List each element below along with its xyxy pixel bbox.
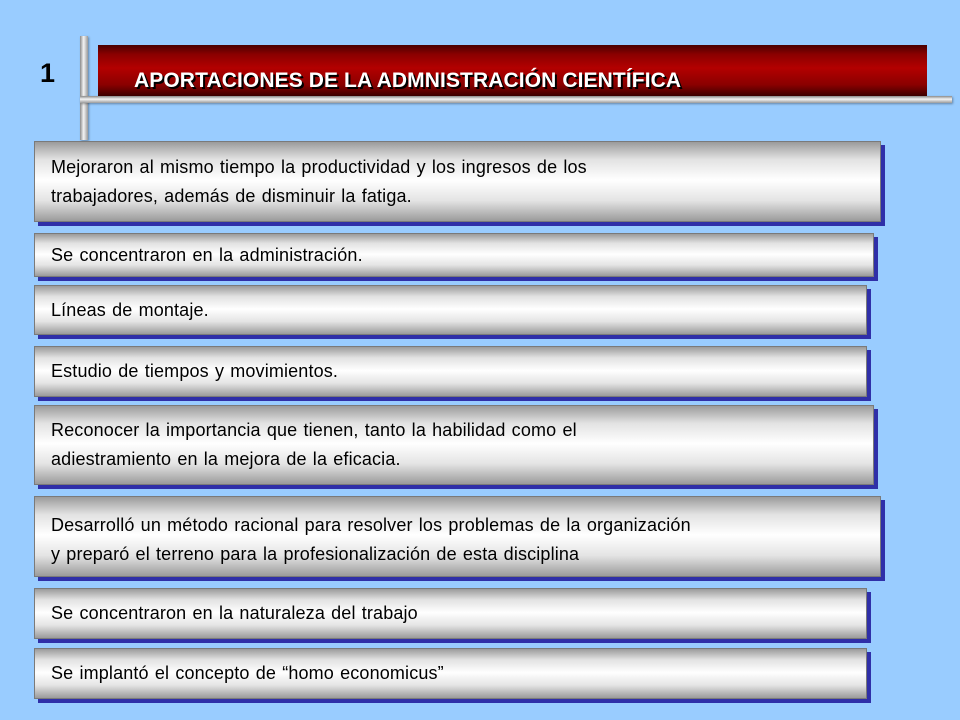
- slide-number: 1: [40, 58, 56, 88]
- list-item-line: adiestramiento en la mejora de la eficacia.: [51, 449, 401, 469]
- list-item: [34, 588, 867, 639]
- list-item-text: Se concentraron en la administración.: [51, 244, 363, 265]
- list-item-line: Desarrolló un método racional para resolver los problemas de la organización: [51, 514, 691, 535]
- list-item: [34, 346, 867, 397]
- list-item-text: Líneas de montaje.: [51, 299, 209, 320]
- title-banner: [98, 45, 927, 96]
- list-item-line: Mejoraron al mismo tiempo la productividad y los ingresos de los: [51, 156, 587, 177]
- list-item: [34, 648, 867, 699]
- list-item-text: Se implantó el concepto de “homo economicus”: [51, 663, 444, 683]
- list-item-text: [51, 416, 577, 474]
- slide-title: APORTACIONES DE LA ADMNISTRACIÓN CIENTÍFICA: [134, 69, 682, 92]
- list-item: [34, 496, 881, 577]
- list-item-text: [51, 511, 691, 569]
- list-item-line: y preparó el terreno para la profesionalización de esta disciplina: [51, 543, 580, 564]
- list-item-line: trabajadores, además de disminuir la fatiga.: [51, 185, 412, 206]
- list-item-text: Estudio de tiempos y movimientos.: [51, 361, 339, 381]
- vertical-divider-bar: [80, 36, 88, 140]
- list-item: [34, 405, 874, 485]
- list-item-text: [51, 153, 587, 211]
- list-item-line: Reconocer la importancia que tienen, tanto la habilidad como el: [51, 420, 577, 440]
- list-item: [34, 141, 881, 222]
- list-item: [34, 233, 874, 277]
- list-item: [34, 285, 867, 335]
- list-item-text: Se concentraron en la naturaleza del trabajo: [51, 603, 418, 623]
- horizontal-divider-bar: [80, 96, 952, 103]
